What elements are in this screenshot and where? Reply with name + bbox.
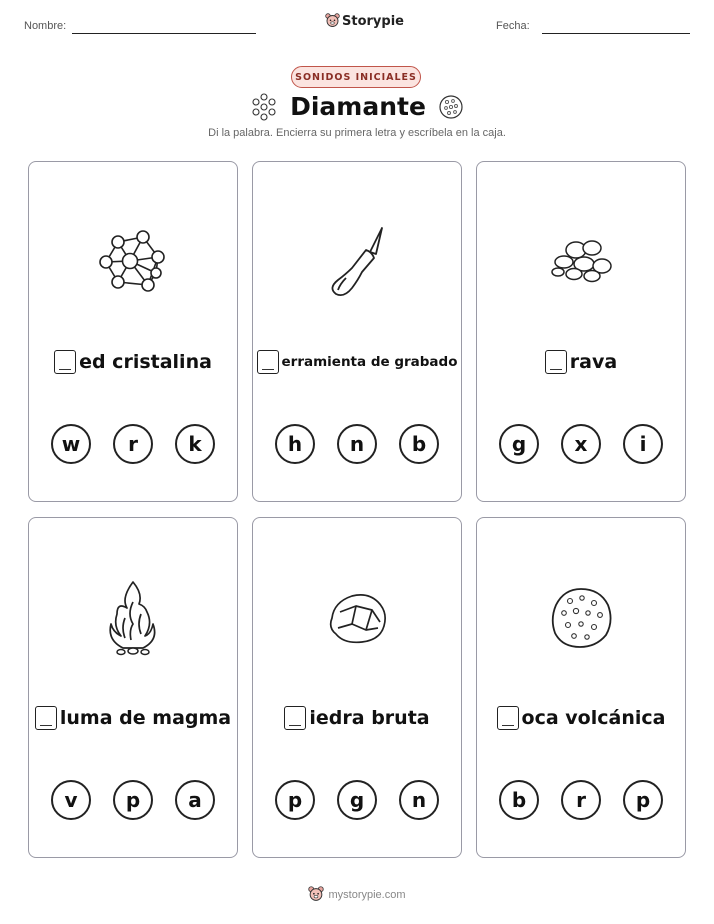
word-text: ed cristalina bbox=[79, 351, 212, 373]
letter-choice[interactable]: k bbox=[175, 424, 215, 464]
answer-box[interactable] bbox=[284, 706, 306, 730]
engraving-tool-icon bbox=[253, 222, 461, 302]
word-text: erramienta de grabado bbox=[281, 354, 458, 370]
word-row bbox=[29, 350, 237, 374]
word-text: luma de magma bbox=[59, 707, 232, 729]
category-badge: SONIDOS INICIALES bbox=[291, 66, 421, 88]
letter-choice[interactable]: n bbox=[337, 424, 377, 464]
word-card bbox=[28, 517, 238, 858]
letter-choices bbox=[253, 780, 461, 820]
bear-mascot-icon bbox=[325, 13, 340, 29]
letter-choice[interactable]: n bbox=[399, 780, 439, 820]
name-field[interactable] bbox=[72, 33, 256, 34]
answer-box[interactable] bbox=[54, 350, 76, 374]
letter-choices bbox=[477, 780, 685, 820]
word-card bbox=[28, 161, 238, 502]
answer-box[interactable] bbox=[545, 350, 567, 374]
rough-diamond-icon bbox=[438, 94, 464, 120]
date-label: Fecha: bbox=[496, 20, 530, 32]
letter-choice[interactable]: p bbox=[623, 780, 663, 820]
word-row bbox=[29, 706, 237, 730]
letter-choices bbox=[477, 424, 685, 464]
letter-choice[interactable]: r bbox=[561, 780, 601, 820]
worksheet-header bbox=[0, 0, 714, 50]
word-text: iedra bruta bbox=[309, 707, 430, 729]
letter-choice[interactable]: p bbox=[275, 780, 315, 820]
letter-choices bbox=[29, 780, 237, 820]
letter-choice[interactable]: w bbox=[51, 424, 91, 464]
word-text: rava bbox=[569, 351, 618, 373]
instructions: Di la palabra. Encierra su primera letra y escríbela en la caja. bbox=[208, 127, 506, 139]
brand-name: Storypie bbox=[342, 13, 404, 29]
gravel-pebbles-icon bbox=[477, 222, 685, 302]
rough-stone-icon bbox=[253, 578, 461, 658]
name-label: Nombre: bbox=[24, 20, 67, 32]
letter-choice[interactable]: b bbox=[499, 780, 539, 820]
volcanic-rock-icon bbox=[477, 578, 685, 658]
word-card bbox=[476, 161, 686, 502]
word-row bbox=[253, 706, 461, 730]
flame-icon bbox=[29, 578, 237, 658]
date-field[interactable] bbox=[542, 33, 690, 34]
letter-choice[interactable]: i bbox=[623, 424, 663, 464]
bear-mascot-icon bbox=[308, 886, 324, 903]
letter-choice[interactable]: h bbox=[275, 424, 315, 464]
letter-choice[interactable]: p bbox=[113, 780, 153, 820]
letter-choice[interactable]: r bbox=[113, 424, 153, 464]
letter-choice[interactable]: v bbox=[51, 780, 91, 820]
letter-choice[interactable]: g bbox=[499, 424, 539, 464]
brand-logo bbox=[325, 13, 404, 29]
word-text: oca volcánica bbox=[521, 707, 666, 729]
answer-box[interactable] bbox=[257, 350, 279, 374]
word-card bbox=[476, 517, 686, 858]
letter-choice[interactable]: x bbox=[561, 424, 601, 464]
footer bbox=[0, 886, 714, 903]
letter-choice[interactable]: a bbox=[175, 780, 215, 820]
word-row bbox=[253, 350, 461, 374]
diamond-lattice-icon bbox=[250, 93, 278, 121]
answer-box[interactable] bbox=[35, 706, 57, 730]
word-row bbox=[477, 350, 685, 374]
page-title: Diamante bbox=[290, 92, 426, 121]
footer-url: mystorypie.com bbox=[328, 888, 406, 901]
letter-choices bbox=[29, 424, 237, 464]
word-card bbox=[252, 517, 462, 858]
letter-choices bbox=[253, 424, 461, 464]
letter-choice[interactable]: g bbox=[337, 780, 377, 820]
word-card bbox=[252, 161, 462, 502]
letter-choice[interactable]: b bbox=[399, 424, 439, 464]
molecule-lattice-icon bbox=[29, 222, 237, 302]
title-row bbox=[0, 92, 714, 121]
word-row bbox=[477, 706, 685, 730]
answer-box[interactable] bbox=[497, 706, 519, 730]
